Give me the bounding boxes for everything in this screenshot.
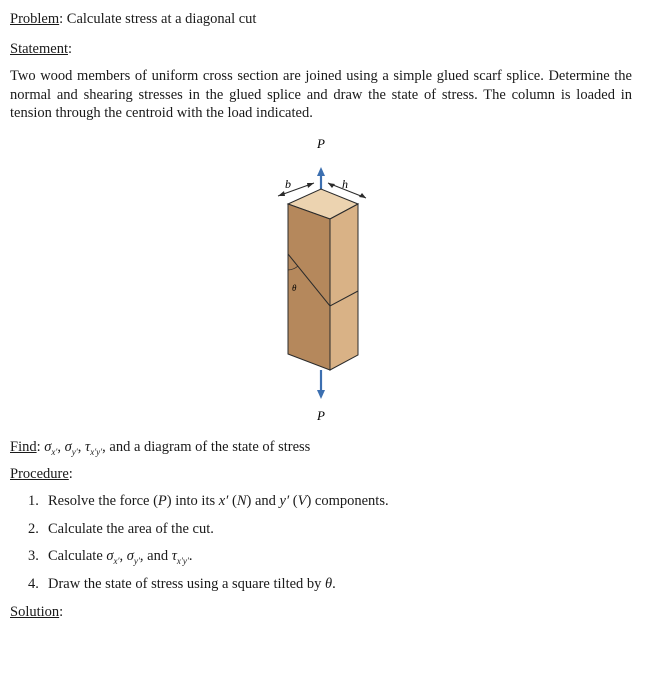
step-text: ( xyxy=(228,493,237,509)
procedure-step-3 xyxy=(28,548,192,566)
find-line: Find: $\sigma_{x'}$, $\sigma_{y'}$, $\tau_{x'y'}$, and a diagram of the state of stress xyxy=(10,439,311,457)
procedure-step-2 xyxy=(28,521,214,538)
solution-label: Solution xyxy=(10,604,60,620)
tau-subscript: x′y′ xyxy=(176,555,189,566)
step-text: , xyxy=(119,548,127,564)
top-load-arrowhead xyxy=(317,167,325,176)
statement-label: Statement xyxy=(10,41,68,57)
tau-symbol: τ xyxy=(85,439,91,455)
find-rest-text: , and a diagram of the state of stress xyxy=(102,439,311,455)
step-text: , and xyxy=(139,548,172,564)
step-text: . xyxy=(332,576,336,592)
block-side-face xyxy=(330,204,358,370)
bottom-load-label: P xyxy=(317,408,325,423)
statement-heading: Statement: xyxy=(10,41,73,57)
sigma-x-symbol: σ xyxy=(44,439,52,455)
sigma-y-symbol: σ xyxy=(64,439,72,455)
sigma-x-subscript: x′ xyxy=(113,555,120,566)
theta-symbol: θ xyxy=(325,576,333,592)
step-text: Resolve the force ( xyxy=(48,493,158,509)
width-label: b xyxy=(285,177,291,191)
step-text: ) and xyxy=(246,493,280,509)
sigma-x-symbol: σ xyxy=(106,548,114,564)
scarf-splice-figure xyxy=(268,134,380,424)
step-number: 4. xyxy=(28,576,39,592)
sigma-y-subscript: y′ xyxy=(71,446,78,457)
step-text: . xyxy=(188,548,193,564)
tau-subscript: x′y′ xyxy=(90,446,103,457)
step-number: 1. xyxy=(28,493,39,509)
problem-label: Problem xyxy=(10,11,60,27)
width-dimension-arrow-right xyxy=(307,183,314,188)
sigma-y-subscript: y′ xyxy=(133,555,140,566)
problem-title: Calculate stress at a diagonal cut xyxy=(66,11,257,27)
tau-symbol: τ xyxy=(171,548,177,564)
step-text: Calculate the area of the cut. xyxy=(48,521,214,537)
sigma-x-subscript: x′ xyxy=(51,446,58,457)
procedure-label: Procedure xyxy=(10,466,69,482)
step-number: 2. xyxy=(28,521,39,537)
depth-label: h xyxy=(342,177,348,191)
shear-symbol: V xyxy=(297,493,307,509)
procedure-step-1 xyxy=(28,493,389,510)
sigma-y-symbol: σ xyxy=(126,548,134,564)
step-text: ) components. xyxy=(306,493,389,509)
solution-heading: Solution: xyxy=(10,604,64,620)
force-symbol: P xyxy=(157,493,167,509)
step-text: Calculate xyxy=(48,548,107,564)
y-prime-symbol: y′ xyxy=(279,493,290,509)
angle-label: θ xyxy=(292,283,297,293)
bottom-load-arrowhead xyxy=(317,390,325,399)
find-label: Find xyxy=(10,439,37,455)
step-text: ( xyxy=(289,493,298,509)
top-load-label: P xyxy=(317,136,325,151)
procedure-heading: Procedure: xyxy=(10,466,73,482)
step-text: ) into its xyxy=(166,493,219,509)
problem-heading: Problem: Calculate stress at a diagonal cut xyxy=(10,11,257,27)
x-prime-symbol: x′ xyxy=(218,493,229,509)
width-dimension-arrow-left xyxy=(278,191,285,196)
step-number: 3. xyxy=(28,548,39,564)
statement-text: Two wood members of uniform cross section are joined using a simple glued scarf splice. Determine the normal and shearing stresses in the glued splice and draw the state of stress. The column is loaded in tension through the centroid with the load indicated. xyxy=(10,68,632,121)
normal-symbol: N xyxy=(236,493,247,509)
procedure-step-4 xyxy=(28,576,336,593)
step-text: Draw the state of stress using a square tilted by xyxy=(48,576,326,592)
